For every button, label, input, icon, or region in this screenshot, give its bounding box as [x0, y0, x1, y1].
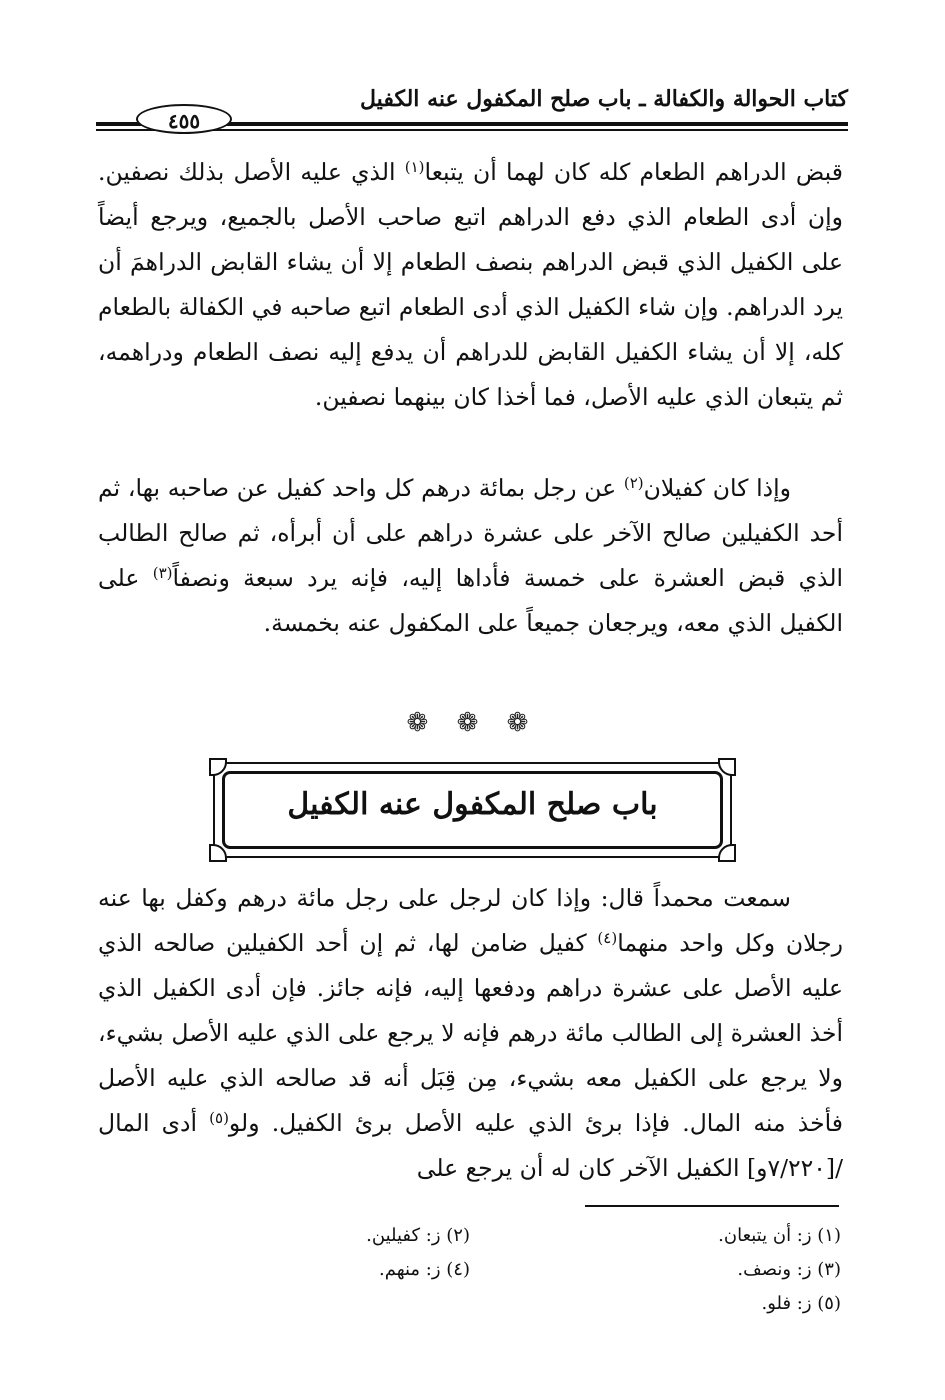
paragraph-1-text-a: قبض الدراهم الطعام كله كان لهما أن يتبعا	[424, 158, 843, 186]
footnote-5: (٥) ز: فلو.	[761, 1293, 841, 1314]
footnote-marker-3: (٣)	[152, 563, 173, 582]
footnote-3: (٣) ز: ونصف.	[737, 1259, 841, 1280]
paragraph-1	[98, 150, 843, 420]
footnote-rule	[585, 1205, 839, 1207]
footnote-4: (٤) ز: منهم.	[379, 1259, 470, 1280]
footnote-marker-5: (٥)	[209, 1108, 229, 1127]
paragraph-3	[98, 876, 843, 1191]
footnote-2: (٢) ز: كفيلين.	[366, 1225, 470, 1246]
paragraph-3-text-a: سمعت محمداً قال: وإذا كان لرجل على رجل مائة درهم وكفل بها عنه رجلان وكل واحد منهما	[98, 884, 843, 957]
footnote-1: (١) ز: أن يتبعان.	[718, 1225, 841, 1246]
page-number: ٤٥٥	[136, 104, 232, 134]
paragraph-1-text-b: الذي عليه الأصل بذلك نصفين. وإن أدى الطعام الذي دفع الدراهم اتبع صاحب الأصل بالجميع، ويرجع أيضاً على الكفيل الذي قبض الدراهم بنصف الطعام إلا أن يشاء القابض الدراهمَ أن يرد الدراهم. وإن شاء الكفيل الذي أدى الطعام اتبع صاحبه في الكفالة بالطعام كله، إلا أن يشاء الكفيل القابض للدراهم أن يدفع إليه نصف الطعام ودراهمه، ثم يتبعان الذي عليه الأصل، فما أخذا كان بينهما نصفين.	[98, 158, 843, 411]
paragraph-2-text-b: عن رجل بمائة درهم كل واحد كفيل عن صاحبه بها، ثم أحد الكفيلين صالح الآخر على عشرة دراهم على أن أبرأه، ثم صالح الطالب الذي قبض العشرة على خمسة فأداها إليه، فإنه يرد سبعة ونصفاً	[98, 474, 844, 592]
section-title: باب صلح المكفول عنه الكفيل	[287, 787, 658, 822]
footnote-marker-2: (٢)	[623, 473, 644, 492]
footnote-marker-1: (١)	[404, 157, 425, 176]
running-title: كتاب الحوالة والكفالة ـ باب صلح المكفول عنه الكفيل	[360, 86, 848, 112]
page-header	[96, 76, 848, 136]
paragraph-3-text-b: كفيل ضامن لها، ثم إن أحد الكفيلين صالحه الذي عليه الأصل على عشرة دراهم ودفعها إليه، فإنه جائز. فإن أدى الكفيل الذي أخذ العشرة إلى الطالب مائة درهم فإنه لا يرجع على الذي عليه الأصل بشيء، ولا يرجع على الكفيل معه بشيء، مِن قِبَل أنه قد صالحه الذي عليه الأصل فأخذ منه المال. فإذا برئ الذي عليه الأصل برئ الكفيل. ولو	[98, 929, 843, 1137]
paragraph-2-text-a: وإذا كان كفيلان	[643, 474, 791, 502]
footnote-marker-4: (٤)	[597, 928, 618, 947]
paragraph-2-text-c: على الكفيل الذي معه، ويرجعان جميعاً على المكفول عنه بخمسة.	[98, 564, 843, 637]
section-title-frame	[213, 762, 732, 858]
paragraph-2	[98, 466, 843, 646]
paragraph-3-text-c: أدى المال /[٧/٢٢٠و] الكفيل الآخر كان له أن يرجع على	[98, 1109, 843, 1182]
section-separator-stars: ❁ ❁ ❁	[406, 708, 539, 738]
